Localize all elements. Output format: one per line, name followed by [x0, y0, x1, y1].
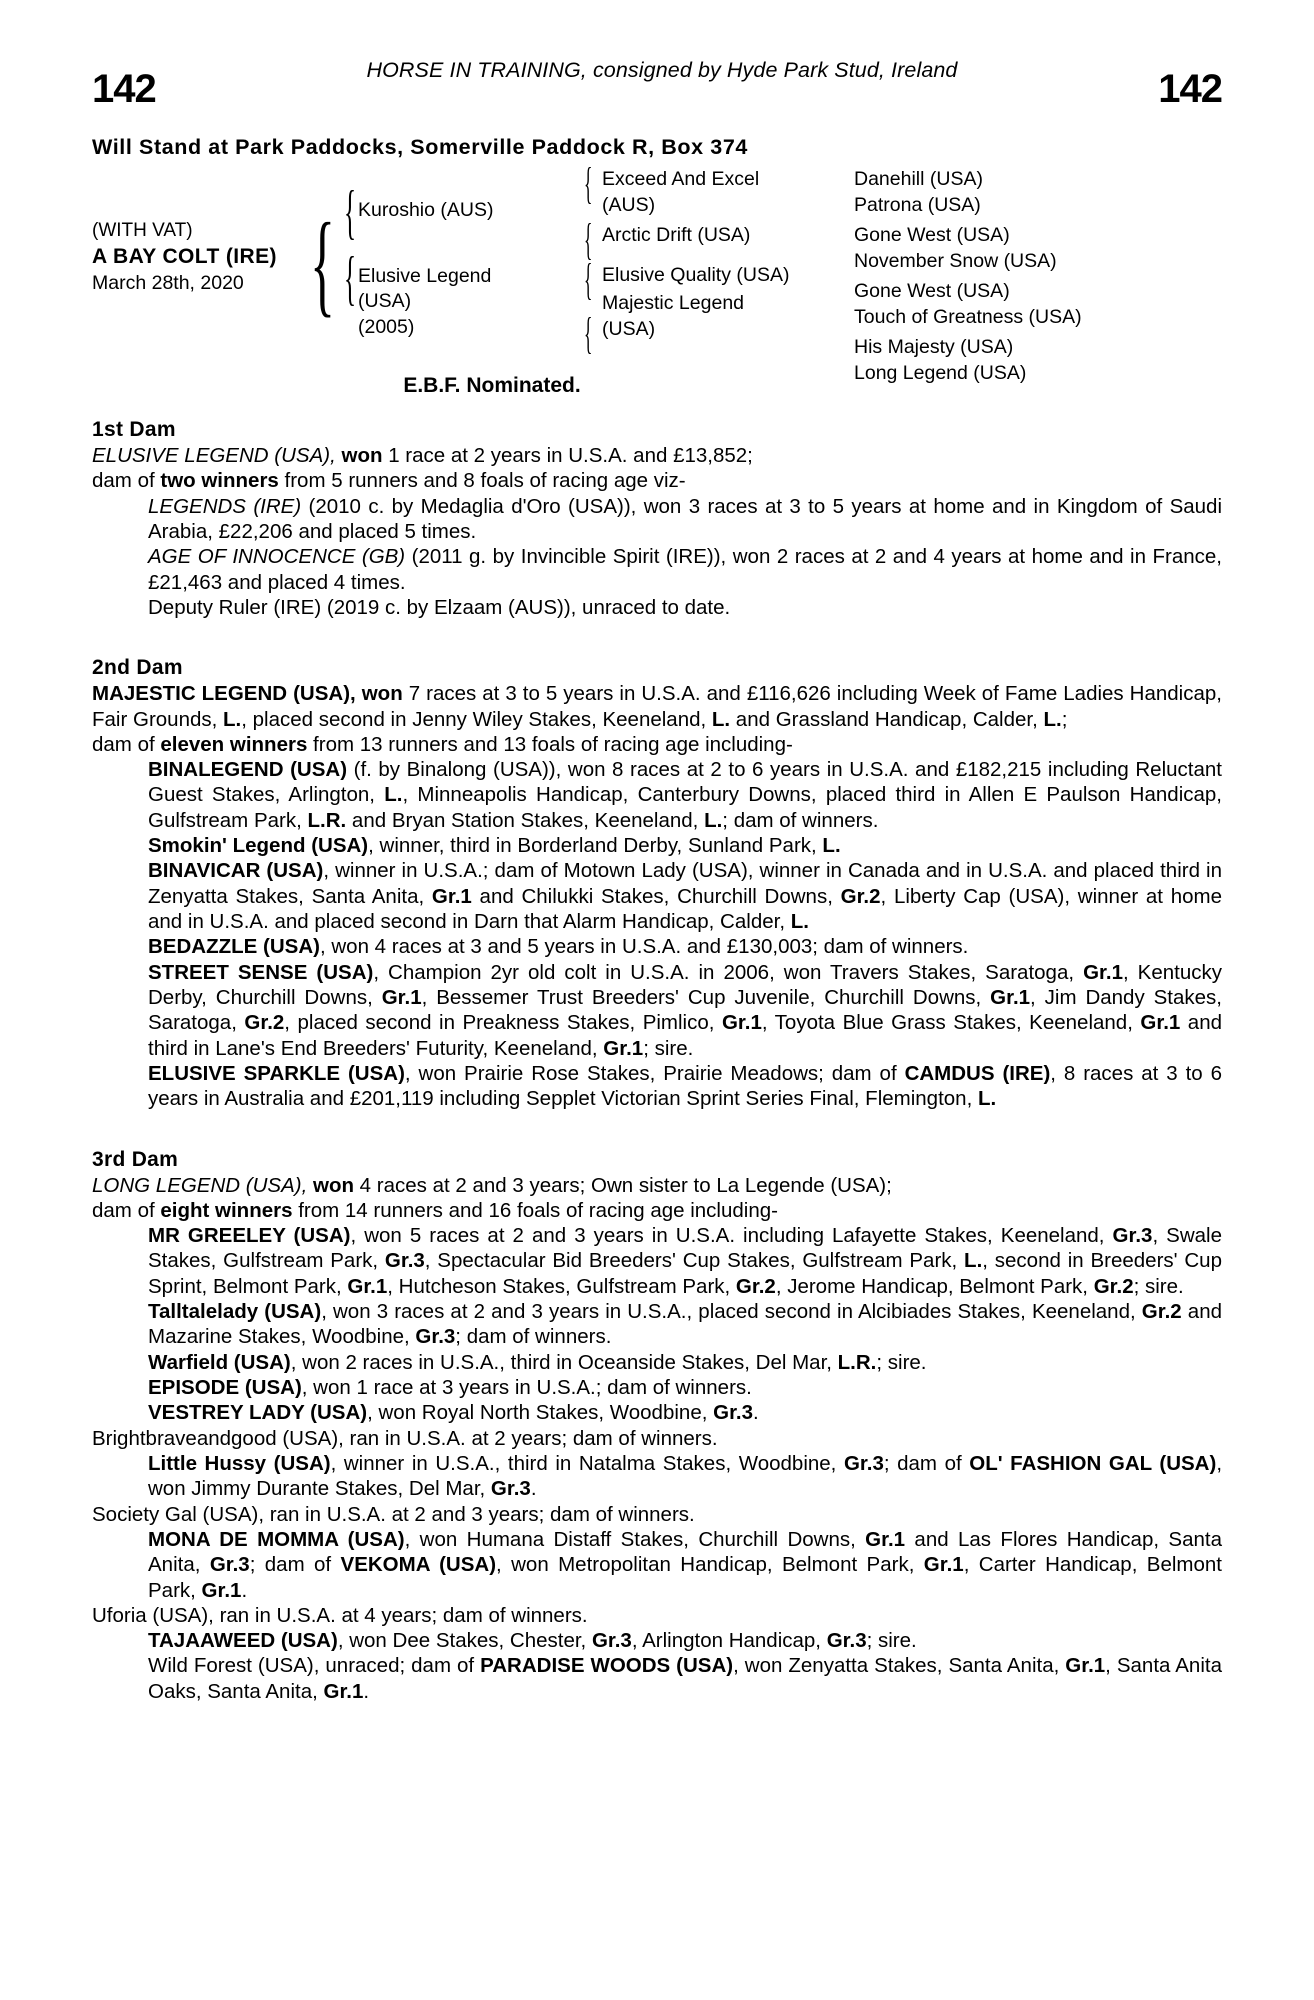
third-dam-entry-2: Talltalelady (USA), won 3 races at 2 and 3 years in U.S.A., placed second in Alcibiades Stakes, Keeneland, Gr.2 and Mazarine Stakes, Woodbine, Gr.3; dam of winners.	[148, 1300, 1222, 1349]
dam-name-line2: (USA)	[358, 290, 412, 313]
damof-count: eleven winners	[160, 732, 308, 756]
damof-post: from 13 runners and 13 foals of racing age including-	[307, 732, 793, 756]
gen3-item-1: Danehill (USA)	[854, 168, 983, 190]
third-dam-heading: 3rd Dam	[92, 1147, 179, 1171]
progeny-detail: (2011 g. by Invincible Spirit (IRE)), won 2 races at 2 and 4 years at home and in France, £21,463 and placed 4 times.	[148, 545, 1222, 594]
third-dam-damof	[92, 1198, 1222, 1223]
spacer	[92, 1112, 1222, 1134]
brace-generation-1: {	[310, 200, 336, 328]
second-dam-entry-5: STREET SENSE (USA), Champion 2yr old colt in U.S.A. in 2006, won Travers Stakes, Saratoga, Gr.1, Kentucky Derby, Churchill Downs, Gr.1, Bessemer Trust Breeders' Cup Juvenile, Churchill Downs, Gr.1, Jim Dandy Stakes, Saratoga, Gr.2, placed second in Preakness Stakes, Pimlico, Gr.1, Toyota Blue Grass Stakes, Keeneland, Gr.1 and third in Lane's End Breeders' Futurity, Keeneland, Gr.1; sire.	[148, 960, 1223, 1060]
damof-count: two winners	[160, 469, 279, 493]
gen2-item-3: Arctic Drift (USA)	[602, 224, 751, 246]
third-dam-entry-9: MONA DE MOMMA (USA), won Humana Distaff Stakes, Churchill Downs, Gr.1 and Las Flores Handicap, Santa Anita, Gr.3; dam of VEKOMA (USA), won Metropolitan Handicap, Belmont Park, Gr.1, Carter Handicap, Belmont Park, Gr.1.	[148, 1527, 1222, 1602]
second-dam-won: won	[355, 682, 403, 706]
gen2-item-5: Majestic Legend	[602, 292, 745, 314]
brace-dam-split: {	[344, 245, 357, 311]
first-dam-progeny-3	[92, 595, 1222, 620]
second-dam-entry-3: BINAVICAR (USA), winner in U.S.A.; dam of Motown Lady (USA), winner in Canada and in U.S.A. and placed third in Zenyatta Stakes, Santa Anita, Gr.1 and Chilukki Stakes, Churchill Downs, Gr.2, Liberty Cap (USA), winner at home and in U.S.A. and placed second in Darn that Alarm Handicap, Calder, L.	[148, 859, 1223, 933]
third-dam-summary	[92, 1173, 1222, 1198]
consignor-line: HORSE IN TRAINING, consigned by Hyde Park Stud, Ireland	[366, 58, 958, 82]
brace-gen2-3: {	[584, 255, 593, 304]
gen2-item-6: (USA)	[602, 318, 656, 340]
brace-gen2-1: {	[584, 159, 593, 208]
damof-count: eight winners	[160, 1198, 293, 1222]
gen3-item-8: Long Legend (USA)	[854, 362, 1027, 384]
first-dam-rest: 1 race at 2 years in U.S.A. and £13,852;	[382, 444, 753, 467]
stand-location-line: Will Stand at Park Paddocks, Somerville Paddock R, Box 374	[92, 135, 748, 159]
first-dam-progeny-2	[92, 544, 1222, 595]
brace-gen2-2: {	[584, 215, 593, 264]
dam-name-line3: (2005)	[358, 315, 415, 338]
dam-name	[358, 264, 491, 340]
second-dam-entry-2: Smokin' Legend (USA), winner, third in Borderland Derby, Sunland Park, L.	[148, 834, 841, 858]
subject-block	[92, 218, 302, 297]
first-dam-won: won	[341, 444, 383, 467]
second-dam-rest: 7 races at 3 to 5 years in U.S.A. and £116,626 including Week of Fame Ladies Handicap, Fair Grounds, L., placed second in Jenny Wiley Stakes, Keeneland, L. and Grassland Handicap, Calder, L.;	[92, 682, 1222, 731]
brace-sire-split: {	[344, 179, 357, 245]
second-dam-entry-6: ELUSIVE SPARKLE (USA), won Prairie Rose Stakes, Prairie Meadows; dam of CAMDUS (IRE), 8 races at 3 to 6 years in Australia and £201,119 including Sepplet Victorian Sprint Series Final, Flemington, L.	[148, 1061, 1222, 1111]
subject-title: A BAY COLT (IRE)	[92, 245, 277, 269]
damof-pre: dam of	[92, 469, 161, 493]
gen2-item-1: Exceed And Excel	[602, 168, 760, 190]
progeny-name: Deputy Ruler (IRE)	[148, 595, 322, 619]
third-dam-entry-6: Brightbraveandgood (USA), ran in U.S.A. at 2 years; dam of winners.	[92, 1426, 718, 1450]
second-dam-heading: 2nd Dam	[92, 656, 183, 680]
second-dam-damof	[92, 732, 1222, 757]
second-dam-entry-4: BEDAZZLE (USA), won 4 races at 3 and 5 years in U.S.A. and £130,003; dam of winners.	[148, 935, 969, 959]
sire-name: Kuroshio (AUS)	[358, 199, 494, 221]
gen3-item-4: November Snow (USA)	[854, 250, 1057, 272]
lot-number-left: 142	[92, 67, 156, 111]
third-dam-entry-1: MR GREELEY (USA), won 5 races at 2 and 3 years in U.S.A. including Lafayette Stakes, Keeneland, Gr.3, Swale Stakes, Gulfstream Park, Gr.3, Spectacular Bid Breeders' Cup Stakes, Gulfstream Park, L., second in Breeders' Cup Sprint, Belmont Park, Gr.1, Hutcheson Stakes, Gulfstream Park, Gr.2, Jerome Handicap, Belmont Park, Gr.2; sire.	[148, 1224, 1222, 1298]
lot-number-right: 142	[1158, 67, 1222, 111]
vat-note: (WITH VAT)	[92, 220, 193, 241]
progeny-detail: (2019 c. by Elzaam (AUS)), unraced to date.	[321, 595, 731, 619]
progeny-detail: (2010 c. by Medaglia d'Oro (USA)), won 3 races at 3 to 5 years at home and in Kingdom of Saudi Arabia, £22,206 and placed 5 times.	[148, 494, 1223, 543]
gen2-item-4: Elusive Quality (USA)	[602, 264, 790, 286]
first-dam-progeny-1	[92, 494, 1222, 545]
third-dam-entry-3: Warfield (USA), won 2 races in U.S.A., third in Oceanside Stakes, Del Mar, L.R.; sire.	[148, 1350, 927, 1374]
second-dam-name: MAJESTIC LEGEND (USA),	[92, 682, 356, 706]
gen3-item-6: Touch of Greatness (USA)	[854, 306, 1082, 328]
damof-post: from 14 runners and 16 foals of racing age including-	[292, 1198, 778, 1222]
damof-pre: dam of	[92, 732, 161, 756]
third-dam-won: won	[307, 1173, 354, 1197]
third-dam-entry-4: EPISODE (USA), won 1 race at 3 years in U.S.A.; dam of winners.	[148, 1376, 752, 1399]
dam-name-line1: Elusive Legend	[358, 265, 492, 287]
third-dam-entry-11: TAJAAWEED (USA), won Dee Stakes, Chester, Gr.3, Arlington Handicap, Gr.3; sire.	[148, 1629, 917, 1653]
brace-gen2-4: {	[584, 309, 593, 358]
third-dam-name: LONG LEGEND (USA),	[92, 1173, 308, 1197]
gen3-item-7: His Majesty (USA)	[854, 336, 1014, 358]
spacer	[92, 620, 1222, 642]
third-dam-entry-8: Society Gal (USA), ran in U.S.A. at 2 and 3 years; dam of winners.	[92, 1502, 695, 1526]
first-dam-summary	[92, 443, 1222, 468]
damof-pre: dam of	[92, 1198, 161, 1222]
third-dam-entry-12: Wild Forest (USA), unraced; dam of PARADISE WOODS (USA), won Zenyatta Stakes, Santa Anita, Gr.1, Santa Anita Oaks, Santa Anita, Gr.1.	[148, 1654, 1222, 1703]
gen3-item-5: Gone West (USA)	[854, 280, 1010, 302]
first-dam-heading: 1st Dam	[92, 418, 176, 441]
first-dam-damof	[92, 468, 1222, 493]
third-dam-entry-10: Uforia (USA), ran in U.S.A. at 4 years; dam of winners.	[92, 1603, 588, 1627]
gen3-item-2: Patrona (USA)	[854, 194, 981, 216]
third-dam-entry-5: VESTREY LADY (USA), won Royal North Stakes, Woodbine, Gr.3.	[148, 1401, 759, 1425]
gen2-item-2: (AUS)	[602, 194, 656, 216]
second-dam-summary	[92, 681, 1222, 732]
progeny-name: LEGENDS (IRE)	[148, 494, 302, 518]
progeny-name: AGE OF INNOCENCE (GB)	[148, 545, 406, 569]
subject-dob: March 28th, 2020	[92, 271, 244, 294]
ebf-note: E.B.F. Nominated.	[403, 374, 581, 397]
page-frame	[92, 58, 1222, 1704]
second-dam-entry-1: BINALEGEND (USA) (f. by Binalong (USA)), won 8 races at 2 to 6 years in U.S.A. and £182,215 including Reluctant Guest Stakes, Arlington, L., Minneapolis Handicap, Canterbury Downs, placed third in Allen E Paulson Handicap, Gulfstream Park, L.R. and Bryan Station Stakes, Keeneland, L.; dam of winners.	[148, 758, 1222, 832]
third-dam-entry-7: Little Hussy (USA), winner in U.S.A., third in Natalma Stakes, Woodbine, Gr.3; dam of OL' FASHION GAL (USA), won Jimmy Durante Stakes, Del Mar, Gr.3.	[148, 1451, 1223, 1501]
first-dam-name: ELUSIVE LEGEND (USA),	[92, 444, 336, 467]
pedigree-chart	[92, 159, 1222, 384]
gen3-item-3: Gone West (USA)	[854, 224, 1010, 246]
third-dam-rest: 4 races at 2 and 3 years; Own sister to La Legende (USA);	[353, 1173, 892, 1197]
damof-post: from 5 runners and 8 foals of racing age viz-	[278, 469, 686, 493]
